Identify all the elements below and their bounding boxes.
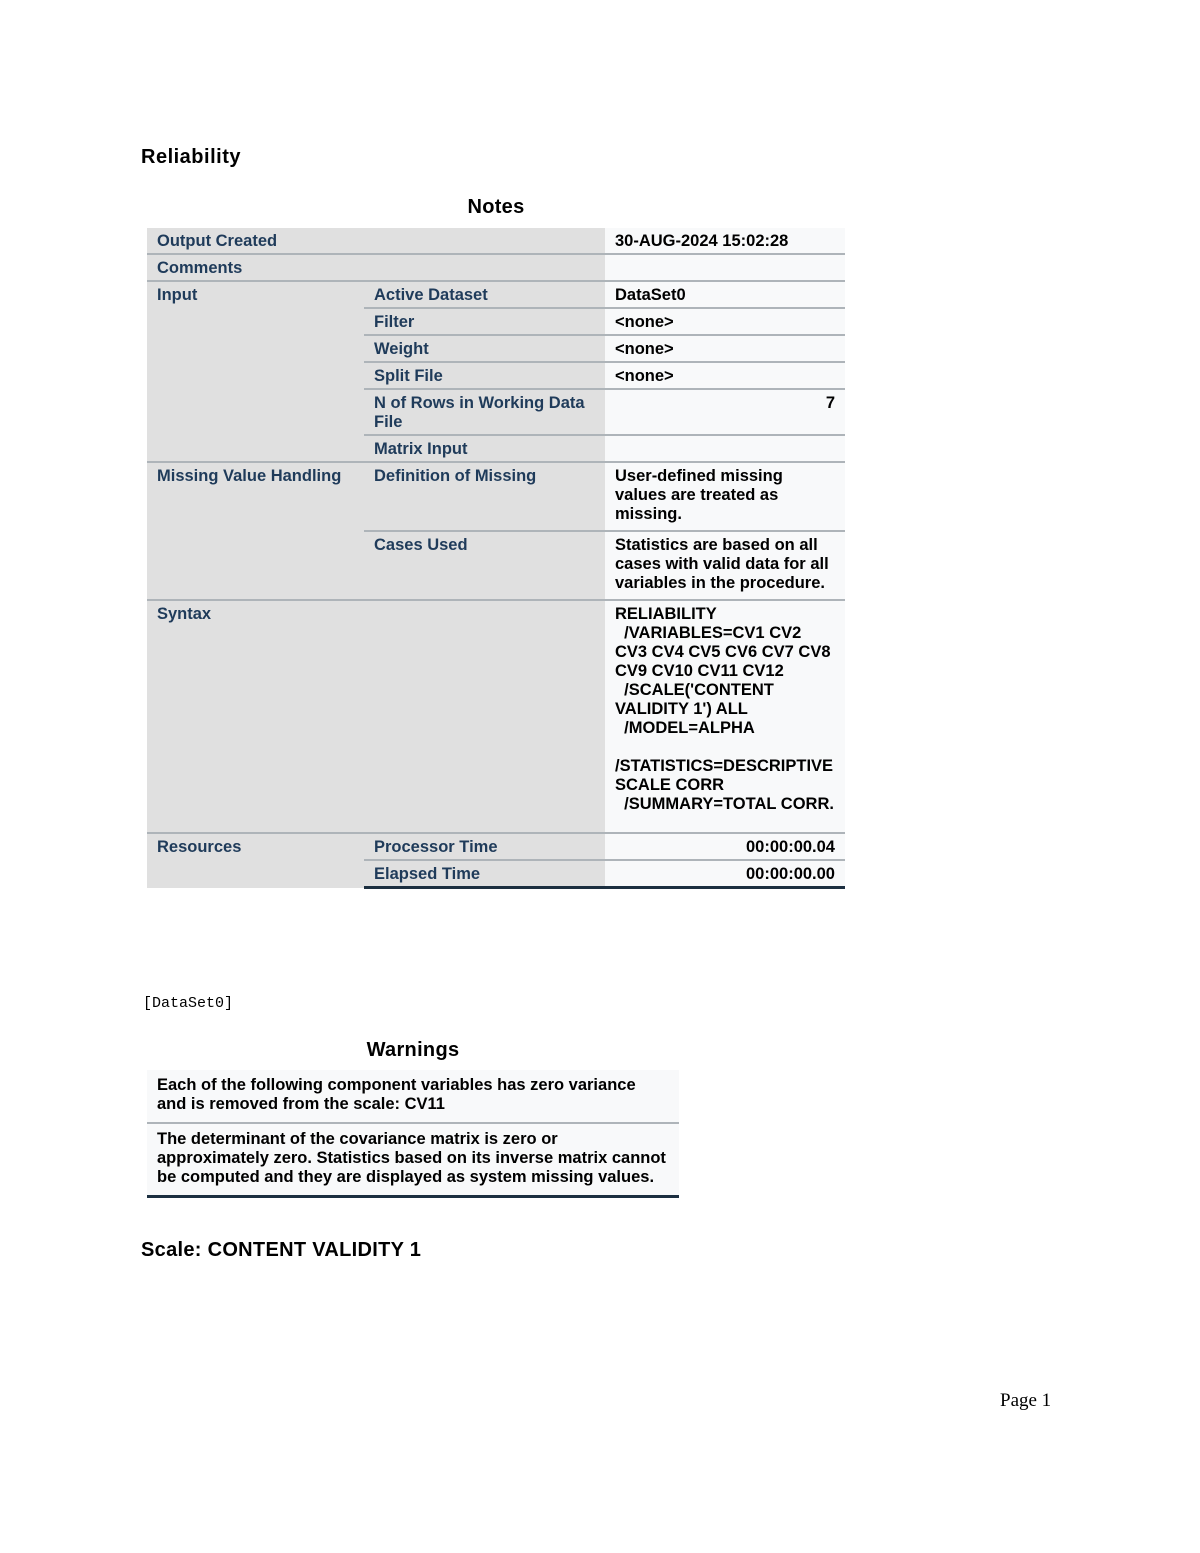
notes-table-title: Notes [467, 196, 525, 218]
filter-value: <none> [605, 308, 845, 335]
n-rows-value: 7 [605, 389, 845, 435]
comments-value [605, 254, 845, 281]
definition-missing-label: Definition of Missing [364, 462, 605, 531]
table-row [147, 1123, 679, 1197]
output-created-label: Output Created [147, 228, 605, 254]
elapsed-time-label: Elapsed Time [364, 860, 605, 888]
processor-time-value: 00:00:00.04 [605, 833, 845, 860]
dataset-tag: [DataSet0] [143, 995, 234, 1012]
table-row [147, 281, 845, 308]
input-group-label: Input [147, 281, 364, 462]
weight-label: Weight [364, 335, 605, 362]
n-rows-label: N of Rows in Working Data File [364, 389, 605, 435]
warnings-table [147, 1070, 679, 1198]
split-file-value: <none> [605, 362, 845, 389]
page-number: Page 1 [1000, 1390, 1052, 1411]
matrix-input-value [605, 435, 845, 462]
table-row [147, 228, 845, 254]
comments-label: Comments [147, 254, 605, 281]
table-row [147, 1070, 679, 1123]
section-heading: Reliability [141, 146, 241, 168]
warning-item: The determinant of the covariance matrix is zero or approximately zero. Statistics based on its inverse matrix cannot be computed and they are displayed as system missing values. [147, 1123, 679, 1197]
resources-group-label: Resources [147, 833, 364, 888]
table-row [147, 833, 845, 860]
missing-group-label: Missing Value Handling [147, 462, 364, 600]
matrix-input-label: Matrix Input [364, 435, 605, 462]
syntax-value: RELIABILITY /VARIABLES=CV1 CV2 CV3 CV4 CV5 CV6 CV7 CV8 CV9 CV10 CV11 CV12 /SCALE('CONTENT VALIDITY 1') ALL /MODEL=ALPHA /STATISTICS=DESCRIPTIVE SCALE CORR /SUMMARY=TOTAL CORR. [605, 600, 845, 833]
definition-missing-value: User-defined missing values are treated as missing. [605, 462, 845, 531]
split-file-label: Split File [364, 362, 605, 389]
active-dataset-value: DataSet0 [605, 281, 845, 308]
processor-time-label: Processor Time [364, 833, 605, 860]
weight-value: <none> [605, 335, 845, 362]
warnings-table-title: Warnings [366, 1039, 460, 1061]
cases-used-value: Statistics are based on all cases with valid data for all variables in the procedure. [605, 531, 845, 600]
syntax-label: Syntax [147, 600, 605, 833]
table-row [147, 254, 845, 281]
filter-label: Filter [364, 308, 605, 335]
warning-item: Each of the following component variables has zero variance and is removed from the scale: CV11 [147, 1070, 679, 1123]
active-dataset-label: Active Dataset [364, 281, 605, 308]
elapsed-time-value: 00:00:00.00 [605, 860, 845, 888]
cases-used-label: Cases Used [364, 531, 605, 600]
notes-table [147, 228, 845, 889]
table-row [147, 600, 845, 833]
output-created-value: 30-AUG-2024 15:02:28 [605, 228, 845, 254]
table-row [147, 462, 845, 531]
scale-title: Scale: CONTENT VALIDITY 1 [141, 1239, 422, 1261]
